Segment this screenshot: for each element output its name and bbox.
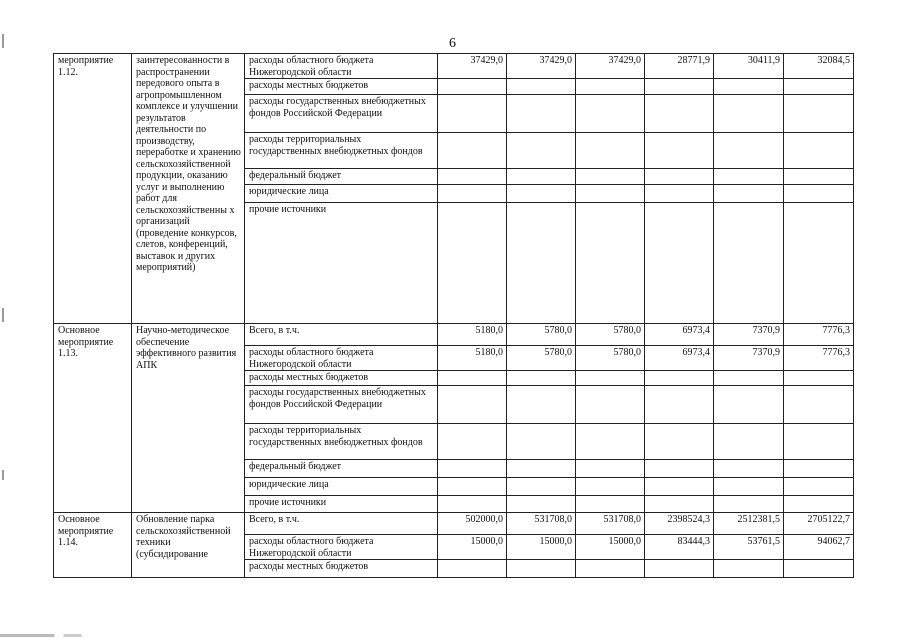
amount-cell (507, 371, 576, 386)
amount-cell: 28771,9 (645, 54, 714, 79)
amount-cell (507, 185, 576, 203)
amount-cell (784, 478, 854, 496)
activity-name-cell: заинтересованности в распространении передового опыта в агропромышленном комплексе и улучшении результатов деятельности по производству, переработке и хранению сельскохозяйственной продукции, оказанию услуг и выполнению работ для сельскохозяйственны х организаций (проведение конкурсов, слетов, конференций, выставок и других мероприятий) (132, 54, 245, 324)
amount-cell (438, 185, 507, 203)
amount-cell: 5180,0 (438, 346, 507, 371)
amount-cell: 5780,0 (576, 324, 645, 346)
amount-cell (645, 424, 714, 460)
amount-cell (507, 133, 576, 169)
funding-source-cell: расходы местных бюджетов (245, 79, 438, 95)
amount-cell (438, 203, 507, 324)
table-row (54, 324, 854, 346)
amount-cell: 53761,5 (714, 535, 784, 560)
amount-cell (507, 169, 576, 185)
amount-cell (714, 95, 784, 133)
amount-cell (576, 478, 645, 496)
amount-cell (576, 79, 645, 95)
amount-cell: 5780,0 (507, 324, 576, 346)
funding-source-cell: прочие источники (245, 203, 438, 324)
amount-cell (438, 169, 507, 185)
amount-cell (438, 478, 507, 496)
activity-code-cell: Основное мероприятие 1.14. (54, 513, 132, 578)
amount-cell (714, 424, 784, 460)
amount-cell (714, 478, 784, 496)
amount-cell: 531708,0 (576, 513, 645, 535)
amount-cell (576, 560, 645, 578)
amount-cell (507, 460, 576, 478)
amount-cell (438, 79, 507, 95)
amount-cell (576, 169, 645, 185)
amount-cell (438, 496, 507, 513)
amount-cell (784, 424, 854, 460)
amount-cell (784, 386, 854, 424)
amount-cell (576, 460, 645, 478)
funding-source-cell: расходы государственных внебюджетных фондов Российской Федерации (245, 95, 438, 133)
funding-source-cell: юридические лица (245, 478, 438, 496)
binding-mark (2, 308, 4, 322)
amount-cell: 94062,7 (784, 535, 854, 560)
amount-cell (507, 496, 576, 513)
scan-edge-noise (0, 634, 905, 637)
activity-name-cell: Обновление парка сельскохозяйственной техники (субсидирование (132, 513, 245, 578)
amount-cell (645, 371, 714, 386)
amount-cell: 30411,9 (714, 54, 784, 79)
amount-cell (714, 133, 784, 169)
amount-cell: 2705122,7 (784, 513, 854, 535)
amount-cell (507, 560, 576, 578)
amount-cell (645, 79, 714, 95)
amount-cell: 37429,0 (576, 54, 645, 79)
amount-cell (645, 203, 714, 324)
amount-cell: 32084,5 (784, 54, 854, 79)
amount-cell (714, 371, 784, 386)
binding-mark (2, 34, 4, 48)
amount-cell: 15000,0 (507, 535, 576, 560)
amount-cell (438, 424, 507, 460)
amount-cell (576, 95, 645, 133)
amount-cell: 37429,0 (507, 54, 576, 79)
amount-cell (714, 79, 784, 95)
funding-source-cell: Всего, в т.ч. (245, 513, 438, 535)
funding-source-cell: расходы государственных внебюджетных фондов Российской Федерации (245, 386, 438, 424)
amount-cell: 37429,0 (438, 54, 507, 79)
amount-cell (784, 185, 854, 203)
amount-cell (576, 203, 645, 324)
amount-cell (645, 560, 714, 578)
amount-cell (576, 371, 645, 386)
amount-cell (576, 496, 645, 513)
amount-cell: 502000,0 (438, 513, 507, 535)
amount-cell (438, 560, 507, 578)
amount-cell (645, 460, 714, 478)
amount-cell (645, 496, 714, 513)
amount-cell (784, 95, 854, 133)
amount-cell (438, 133, 507, 169)
amount-cell (645, 478, 714, 496)
amount-cell (784, 169, 854, 185)
activity-code-cell: мероприятие 1.12. (54, 54, 132, 324)
funding-source-cell: расходы местных бюджетов (245, 560, 438, 578)
amount-cell (576, 386, 645, 424)
amount-cell (714, 169, 784, 185)
amount-cell: 5780,0 (507, 346, 576, 371)
activity-code-cell: Основное мероприятие 1.13. (54, 324, 132, 513)
budget-table (53, 53, 854, 578)
amount-cell (645, 185, 714, 203)
funding-source-cell: расходы территориальных государственных внебюджетных фондов (245, 133, 438, 169)
amount-cell: 15000,0 (438, 535, 507, 560)
amount-cell (714, 185, 784, 203)
funding-source-cell: Всего, в т.ч. (245, 324, 438, 346)
amount-cell: 83444,3 (645, 535, 714, 560)
funding-source-cell: юридические лица (245, 185, 438, 203)
funding-source-cell: прочие источники (245, 496, 438, 513)
funding-source-cell: расходы местных бюджетов (245, 371, 438, 386)
amount-cell (507, 79, 576, 95)
amount-cell (507, 203, 576, 324)
amount-cell: 7370,9 (714, 324, 784, 346)
amount-cell (576, 185, 645, 203)
amount-cell (784, 203, 854, 324)
amount-cell (645, 133, 714, 169)
amount-cell (507, 424, 576, 460)
amount-cell (784, 371, 854, 386)
amount-cell: 5780,0 (576, 346, 645, 371)
amount-cell (507, 95, 576, 133)
amount-cell (784, 496, 854, 513)
table-row (54, 54, 854, 79)
funding-source-cell: расходы областного бюджета Нижегородской области (245, 535, 438, 560)
page-number: 6 (449, 36, 456, 51)
amount-cell (645, 95, 714, 133)
amount-cell (714, 460, 784, 478)
binding-mark (2, 470, 4, 480)
amount-cell: 531708,0 (507, 513, 576, 535)
funding-source-cell: расходы территориальных государственных внебюджетных фондов (245, 424, 438, 460)
amount-cell: 5180,0 (438, 324, 507, 346)
activity-name-cell: Научно-методическое обеспечение эффективного развития АПК (132, 324, 245, 513)
amount-cell (645, 386, 714, 424)
funding-source-cell: расходы областного бюджета Нижегородской области (245, 346, 438, 371)
amount-cell: 7370,9 (714, 346, 784, 371)
amount-cell: 6973,4 (645, 346, 714, 371)
amount-cell (438, 386, 507, 424)
amount-cell (576, 133, 645, 169)
amount-cell (784, 79, 854, 95)
table-row (54, 513, 854, 535)
amount-cell (714, 496, 784, 513)
amount-cell: 7776,3 (784, 324, 854, 346)
amount-cell: 15000,0 (576, 535, 645, 560)
funding-source-cell: федеральный бюджет (245, 460, 438, 478)
amount-cell (784, 560, 854, 578)
amount-cell (714, 203, 784, 324)
amount-cell (645, 169, 714, 185)
amount-cell (507, 386, 576, 424)
funding-source-cell: федеральный бюджет (245, 169, 438, 185)
amount-cell: 6973,4 (645, 324, 714, 346)
amount-cell (438, 460, 507, 478)
amount-cell: 7776,3 (784, 346, 854, 371)
amount-cell (507, 478, 576, 496)
amount-cell (714, 386, 784, 424)
amount-cell (438, 371, 507, 386)
funding-source-cell: расходы областного бюджета Нижегородской области (245, 54, 438, 79)
amount-cell (784, 133, 854, 169)
amount-cell (784, 460, 854, 478)
amount-cell (714, 560, 784, 578)
amount-cell: 2512381,5 (714, 513, 784, 535)
amount-cell (576, 424, 645, 460)
amount-cell (438, 95, 507, 133)
amount-cell: 2398524,3 (645, 513, 714, 535)
budget-table-body (54, 54, 854, 578)
